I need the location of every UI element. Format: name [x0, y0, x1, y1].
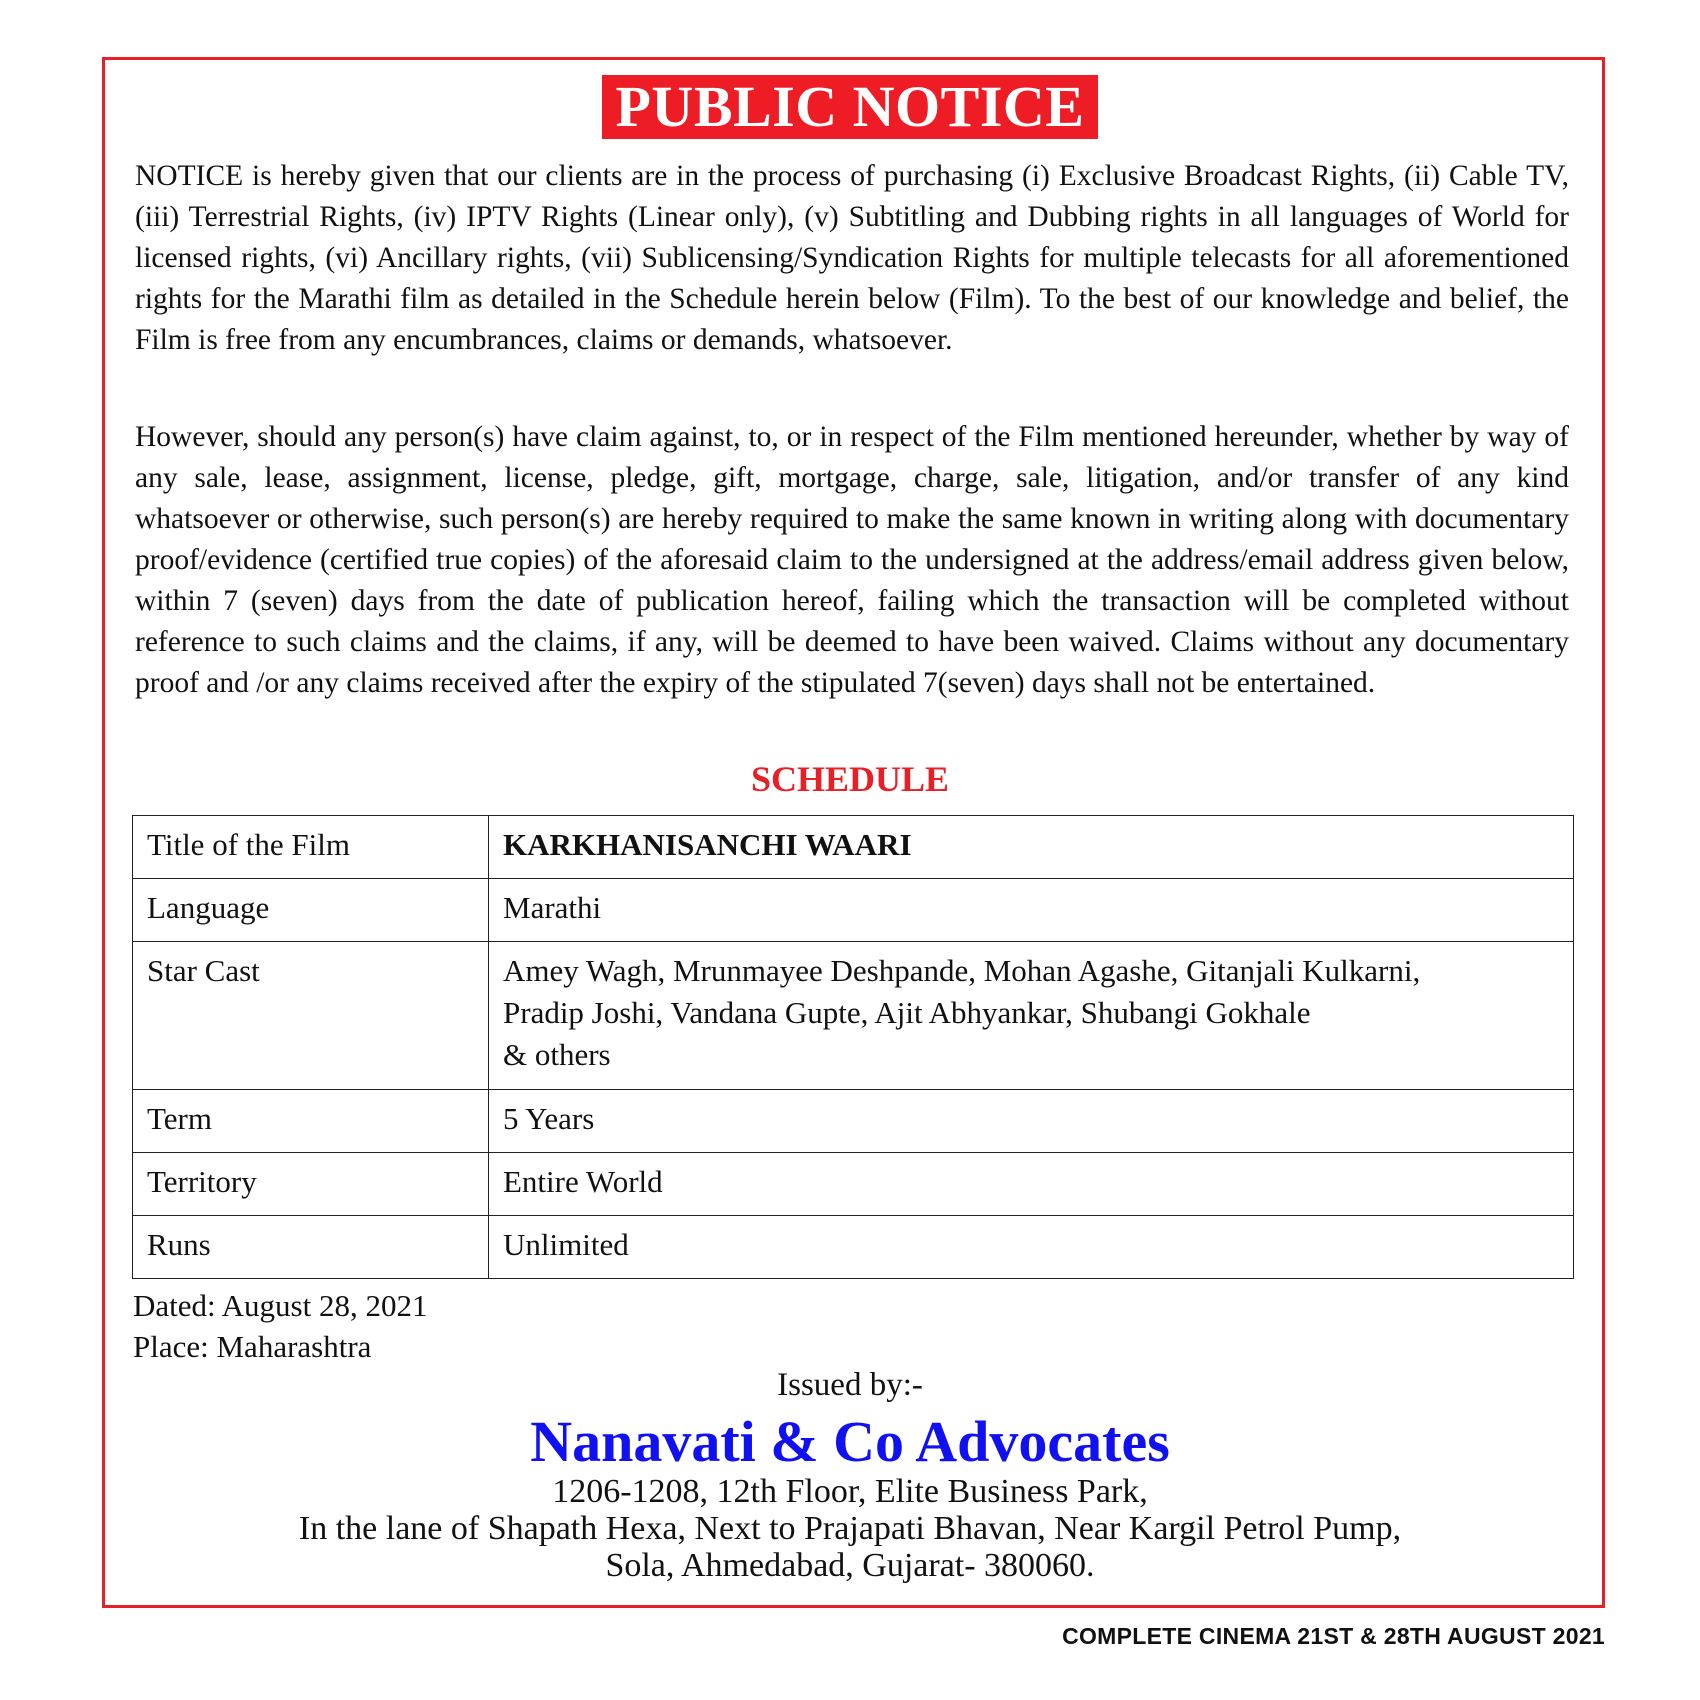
row-label: Language: [133, 879, 489, 942]
firm-name: Nanavati & Co Advocates: [530, 1409, 1170, 1474]
schedule-heading: SCHEDULE: [750, 759, 950, 799]
row-label: Star Cast: [133, 942, 489, 1090]
cast-line: Pradip Joshi, Vandana Gupte, Ajit Abhyankar, Shubangi Gokhale: [503, 995, 1311, 1030]
notice-paragraph-2: However, should any person(s) have claim against, to, or in respect of the Film mentioned hereunder, whether by way of any sale, lease, assignment, license, pledge, gift, mortgage, charge, sale, litigation, and/or transfer of any kind whatsoever or otherwise, such person(s) are hereby required to make the same known in writing along with documentary proof/evidence (certified true copies) of the aforesaid claim to the undersigned at the address/email address given below, within 7 (seven) days from the date of publication hereof, failing which the transaction will be completed without reference to such claims and the claims, if any, will be deemed to have been waived. Claims without any documentary proof and /or any claims received after the expiry of the stipulated 7(seven) days shall not be entertained.: [135, 421, 1569, 699]
firm-address: [0, 1473, 1700, 1584]
notice-title: PUBLIC NOTICE: [602, 75, 1099, 139]
title-wrap: [0, 75, 1700, 139]
row-label: Runs: [133, 1216, 489, 1279]
address-line: In the lane of Shapath Hexa, Next to Prajapati Bhavan, Near Kargil Petrol Pump,: [298, 1510, 1402, 1547]
row-value-cast: [489, 942, 1574, 1090]
row-value: Unlimited: [489, 1216, 1574, 1279]
row-value: KARKHANISANCHI WAARI: [489, 816, 1574, 879]
row-label: Territory: [133, 1153, 489, 1216]
table-row: [133, 1153, 1574, 1216]
cast-line: Amey Wagh, Mrunmayee Deshpande, Mohan Agashe, Gitanjali Kulkarni,: [503, 953, 1421, 988]
dated-line: Dated: August 28, 2021: [133, 1288, 428, 1323]
publication-footer: COMPLETE CINEMA 21ST & 28TH AUGUST 2021: [1062, 1623, 1605, 1649]
address-line: Sola, Ahmedabad, Gujarat- 380060.: [605, 1547, 1095, 1584]
notice-meta: [133, 1285, 428, 1367]
row-value: 5 Years: [489, 1090, 1574, 1153]
notice-paragraph-1: NOTICE is hereby given that our clients are in the process of purchasing (i) Exclusive Broadcast Rights, (ii) Cable TV, (iii) Terrestrial Rights, (iv) IPTV Rights (Linear only), (v) Subtitling and Dubbing rights in all languages of World for licensed rights, (vi) Ancillary rights, (vii) Sublicensing/Syndication Rights for multiple telecasts for all aforementioned rights for the Marathi film as detailed in the Schedule herein below (Film). To the best of our knowledge and belief, the Film is free from any encumbrances, claims or demands, whatsoever.: [135, 160, 1569, 356]
row-label: Title of the Film: [133, 816, 489, 879]
issued-by: Issued by:-: [777, 1367, 923, 1403]
row-value: Marathi: [489, 879, 1574, 942]
table-row: [133, 1216, 1574, 1279]
table-row: [133, 879, 1574, 942]
table-row: [133, 942, 1574, 1090]
row-label: Term: [133, 1090, 489, 1153]
table-row: [133, 1090, 1574, 1153]
address-line: 1206-1208, 12th Floor, Elite Business Park,: [552, 1473, 1148, 1510]
place-line: Place: Maharashtra: [133, 1329, 372, 1364]
row-value: Entire World: [489, 1153, 1574, 1216]
schedule-table: [132, 815, 1574, 1279]
table-row: [133, 816, 1574, 879]
cast-line: & others: [503, 1037, 611, 1072]
